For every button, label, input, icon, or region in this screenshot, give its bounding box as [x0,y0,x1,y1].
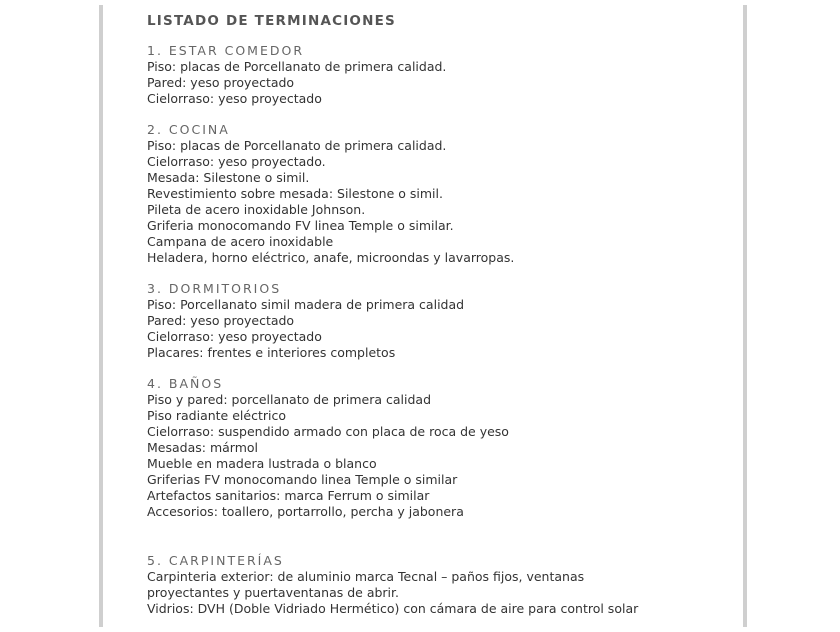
section-banos [147,376,677,520]
section-line: Piso: Porcellanato simil madera de primera calidad [147,297,465,312]
section-line: Mueble en madera lustrada o blanco [147,456,377,471]
section-line: Revestimiento sobre mesada: Silestone o simil. [147,186,443,201]
document-content [147,13,677,632]
section-line: Accesorios: toallero, portarrollo, percha y jabonera [147,504,464,519]
section-line: Heladera, horno eléctrico, anafe, microondas y lavarropas. [147,250,515,265]
section-line: Pared: yeso proyectado [147,313,295,328]
section-line: Cielorraso: suspendido armado con placa de roca de yeso [147,424,509,439]
section-line: Pared: yeso proyectado [147,75,295,90]
section-line: Cielorraso: yeso proyectado [147,91,322,106]
section-line: Mesadas: mármol [147,440,258,455]
section-line: Pileta de acero inoxidable Johnson. [147,202,366,217]
section-heading: 2. COCINA [147,122,230,137]
section-estar-comedor [147,43,677,107]
document-page [99,5,747,627]
section-line: Artefactos sanitarios: marca Ferrum o similar [147,488,430,503]
document-title: LISTADO DE TERMINACIONES [147,13,396,29]
section-cocina [147,122,677,266]
section-line: Placares: frentes e interiores completos [147,345,396,360]
section-heading: 5. CARPINTERÍAS [147,553,284,568]
section-line: Piso: placas de Porcellanato de primera calidad. [147,59,447,74]
section-line: Griferia monocomando FV linea Temple o similar. [147,218,454,233]
section-line: Campana de acero inoxidable [147,234,334,249]
section-line: Cielorraso: yeso proyectado [147,329,322,344]
section-line: Mesada: Silestone o simil. [147,170,310,185]
section-heading: 4. BAÑOS [147,376,224,391]
section-line: Cielorraso: yeso proyectado. [147,154,326,169]
section-heading: 1. ESTAR COMEDOR [147,43,305,58]
section-line: Carpinteria exterior: de aluminio marca Tecnal – paños fijos, ventanas proyectantes y puertaventanas de abrir. [147,569,585,600]
section-line: Griferias FV monocomando linea Temple o similar [147,472,458,487]
section-heading: 3. DORMITORIOS [147,281,282,296]
section-line: Piso: placas de Porcellanato de primera calidad. [147,138,447,153]
section-line: Piso radiante eléctrico [147,408,286,423]
section-dormitorios [147,281,677,361]
section-line: Piso y pared: porcellanato de primera calidad [147,392,432,407]
section-line: Vidrios: DVH (Doble Vidriado Hermético) con cámara de aire para control solar [147,601,639,616]
section-carpinterias [147,553,677,617]
